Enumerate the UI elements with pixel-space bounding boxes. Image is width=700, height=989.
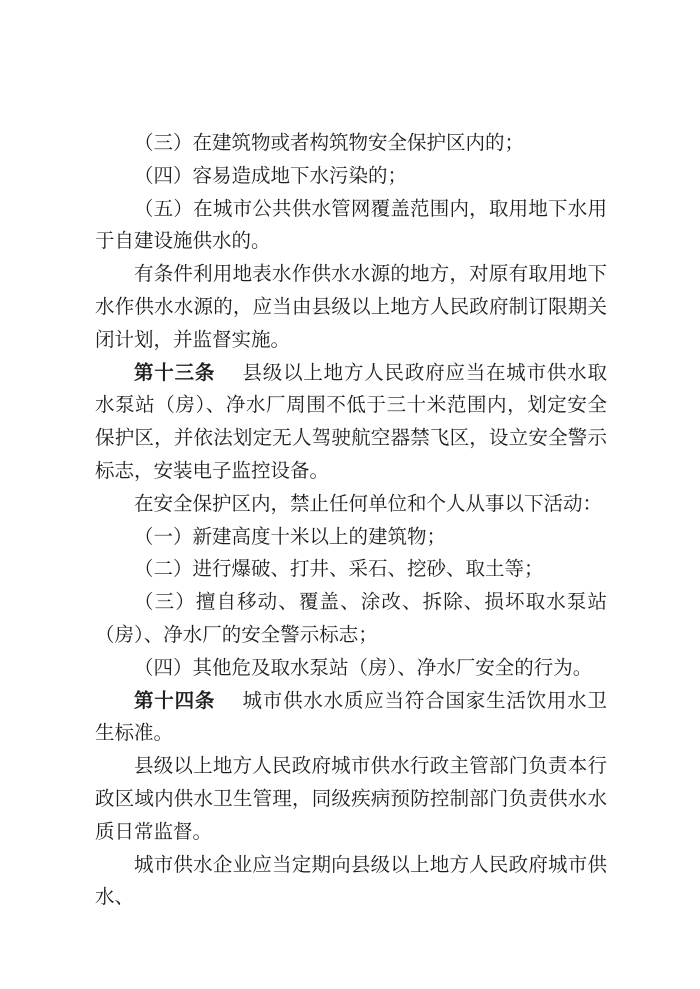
paragraph-surface-water bbox=[95, 259, 607, 357]
paragraph-text: （四）其他危及取水泵站（房）、净水厂安全的行为。 bbox=[134, 657, 593, 679]
paragraph-text: 县级以上地方人民政府应当在城市供水取水泵站（房）、净水厂周围不低于三十米范围内，划定安全保护区，并依法划定无人驾驶航空器禁飞区，设立安全警示标志，安装电子监控设备。 bbox=[95, 362, 607, 482]
list-item-clause-3 bbox=[95, 128, 607, 161]
document-page bbox=[95, 128, 607, 915]
paragraph-supply-enterprise bbox=[95, 850, 607, 916]
article-13-number: 第十三条 bbox=[134, 362, 216, 384]
article-13-paragraph bbox=[95, 358, 607, 489]
list-item-activity-1 bbox=[95, 522, 607, 555]
paragraph-text: （五）在城市公共供水管网覆盖范围内，取用地下水用于自建设施供水的。 bbox=[95, 198, 607, 253]
paragraph-text: （一）新建高度十米以上的建筑物； bbox=[134, 526, 447, 548]
paragraph-text: （三）在建筑物或者构筑物安全保护区内的； bbox=[134, 133, 525, 154]
list-item-clause-5 bbox=[95, 194, 607, 260]
paragraph-text: 在安全保护区内，禁止任何单位和个人从事以下活动： bbox=[134, 493, 603, 515]
list-item-activity-3 bbox=[95, 587, 607, 653]
paragraph-text: 县级以上地方人民政府城市供水行政主管部门负责本行政区域内供水卫生管理，同级疾病预防控制部门负责供水水质日常监督。 bbox=[95, 756, 607, 843]
paragraph-protection-zone-intro bbox=[95, 489, 607, 522]
paragraph-text: 有条件利用地表水作供水水源的地方，对原有取用地下水作供水水源的，应当由县级以上地方人民政府制订限期关闭计划，并监督实施。 bbox=[95, 264, 607, 351]
paragraph-text: （四）容易造成地下水污染的； bbox=[134, 165, 408, 187]
list-item-activity-2 bbox=[95, 554, 607, 587]
paragraph-text: （三）擅自移动、覆盖、涂改、拆除、损坏取水泵站（房）、净水厂的安全警示标志； bbox=[95, 592, 607, 646]
list-item-clause-4 bbox=[95, 161, 607, 194]
list-item-activity-4 bbox=[95, 653, 607, 686]
article-14-number: 第十四条 bbox=[134, 690, 216, 712]
paragraph-text: 城市供水企业应当定期向县级以上地方人民政府城市供水、 bbox=[95, 854, 607, 909]
paragraph-text: 城市供水水质应当符合国家生活饮用水卫生标准。 bbox=[95, 690, 607, 745]
article-14-paragraph bbox=[95, 686, 607, 752]
paragraph-text: （二）进行爆破、打井、采石、挖砂、取土等； bbox=[134, 559, 544, 581]
paragraph-hygiene-management bbox=[95, 751, 607, 849]
